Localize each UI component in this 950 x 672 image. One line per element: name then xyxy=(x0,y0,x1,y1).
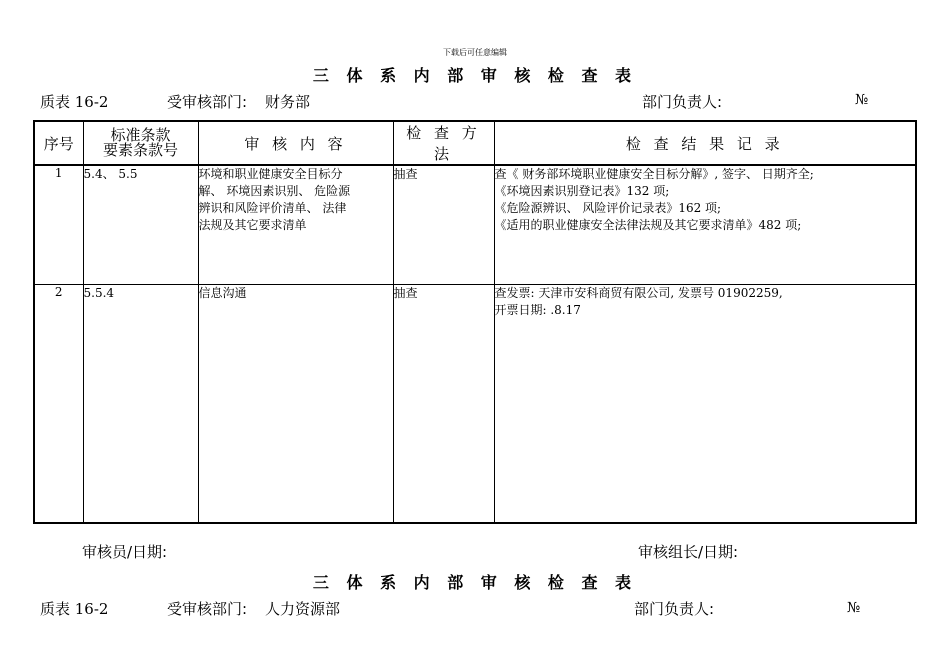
content-line: 信息沟通 xyxy=(198,285,247,300)
form-number-2: 质表 16-2 xyxy=(40,600,109,618)
row-clause: 5.5.4 xyxy=(83,284,198,523)
form-title: 三 体 系 内 部 审 核 检 查 表 xyxy=(312,66,638,85)
row-seq: 2 xyxy=(34,284,83,523)
row-content xyxy=(198,165,393,284)
result-line: 查发票: 天津市安科商贸有限公司, 发票号 01902259, xyxy=(494,285,783,300)
header-seq: 序号 xyxy=(34,121,83,165)
auditor-date-label: 审核员/日期: xyxy=(82,543,168,561)
number-label: № xyxy=(855,92,869,108)
table-row xyxy=(34,284,916,523)
audited-dept: 财务部 xyxy=(265,93,311,111)
dept-owner-label: 部门负责人: xyxy=(642,93,723,111)
row-result xyxy=(494,165,916,284)
row-seq: 1 xyxy=(34,165,83,284)
row-method: 抽查 xyxy=(393,165,494,284)
result-line: 开票日期: .8.17 xyxy=(494,302,581,317)
row-method: 抽查 xyxy=(393,284,494,523)
content-line: 环境和职业健康安全目标分 xyxy=(198,167,343,181)
result-line: 《适用的职业健康安全法律法规及其它要求清单》482 项; xyxy=(494,218,802,232)
header-content: 审 核 内 容 xyxy=(198,121,393,165)
content-line: 法规及其它要求清单 xyxy=(198,218,307,232)
content-line: 辨识和风险评价清单、 法律 xyxy=(198,201,347,215)
dept-owner-label-2: 部门负责人: xyxy=(634,600,715,618)
row-result xyxy=(494,284,916,523)
number-label-2: № xyxy=(847,600,861,616)
row-clause: 5.4、 5.5 xyxy=(83,165,198,284)
audited-dept-label-2: 受审核部门: xyxy=(167,600,248,618)
result-line: 《危险源辨识、 风险评价记录表》162 项; xyxy=(494,201,722,215)
header-result: 检 查 结 果 记 录 xyxy=(494,121,916,165)
header-method: 检 查 方 法 xyxy=(393,121,494,165)
download-hint: 下载后可任意编辑 xyxy=(443,48,507,57)
header-clause-line2: 要素条款号 xyxy=(102,141,178,159)
table-row xyxy=(34,165,916,284)
audited-dept-label: 受审核部门: xyxy=(167,93,248,111)
result-line: 《环境因素识别登记表》132 项; xyxy=(494,184,670,198)
form-number: 质表 16-2 xyxy=(40,93,109,111)
form-title-2: 三 体 系 内 部 审 核 检 查 表 xyxy=(312,573,638,592)
header-clause-line1: 标准条款 xyxy=(110,126,171,144)
audited-dept-2: 人力资源部 xyxy=(265,600,341,618)
header-clause xyxy=(83,121,198,165)
content-line: 解、 环境因素识别、 危险源 xyxy=(198,184,351,198)
result-line: 查《 财务部环境职业健康安全目标分解》, 签字、 日期齐全; xyxy=(494,167,814,181)
audit-checklist-table xyxy=(33,120,917,524)
table-header-row xyxy=(34,121,916,165)
audit-leader-date-label: 审核组长/日期: xyxy=(638,543,739,561)
row-content xyxy=(198,284,393,523)
